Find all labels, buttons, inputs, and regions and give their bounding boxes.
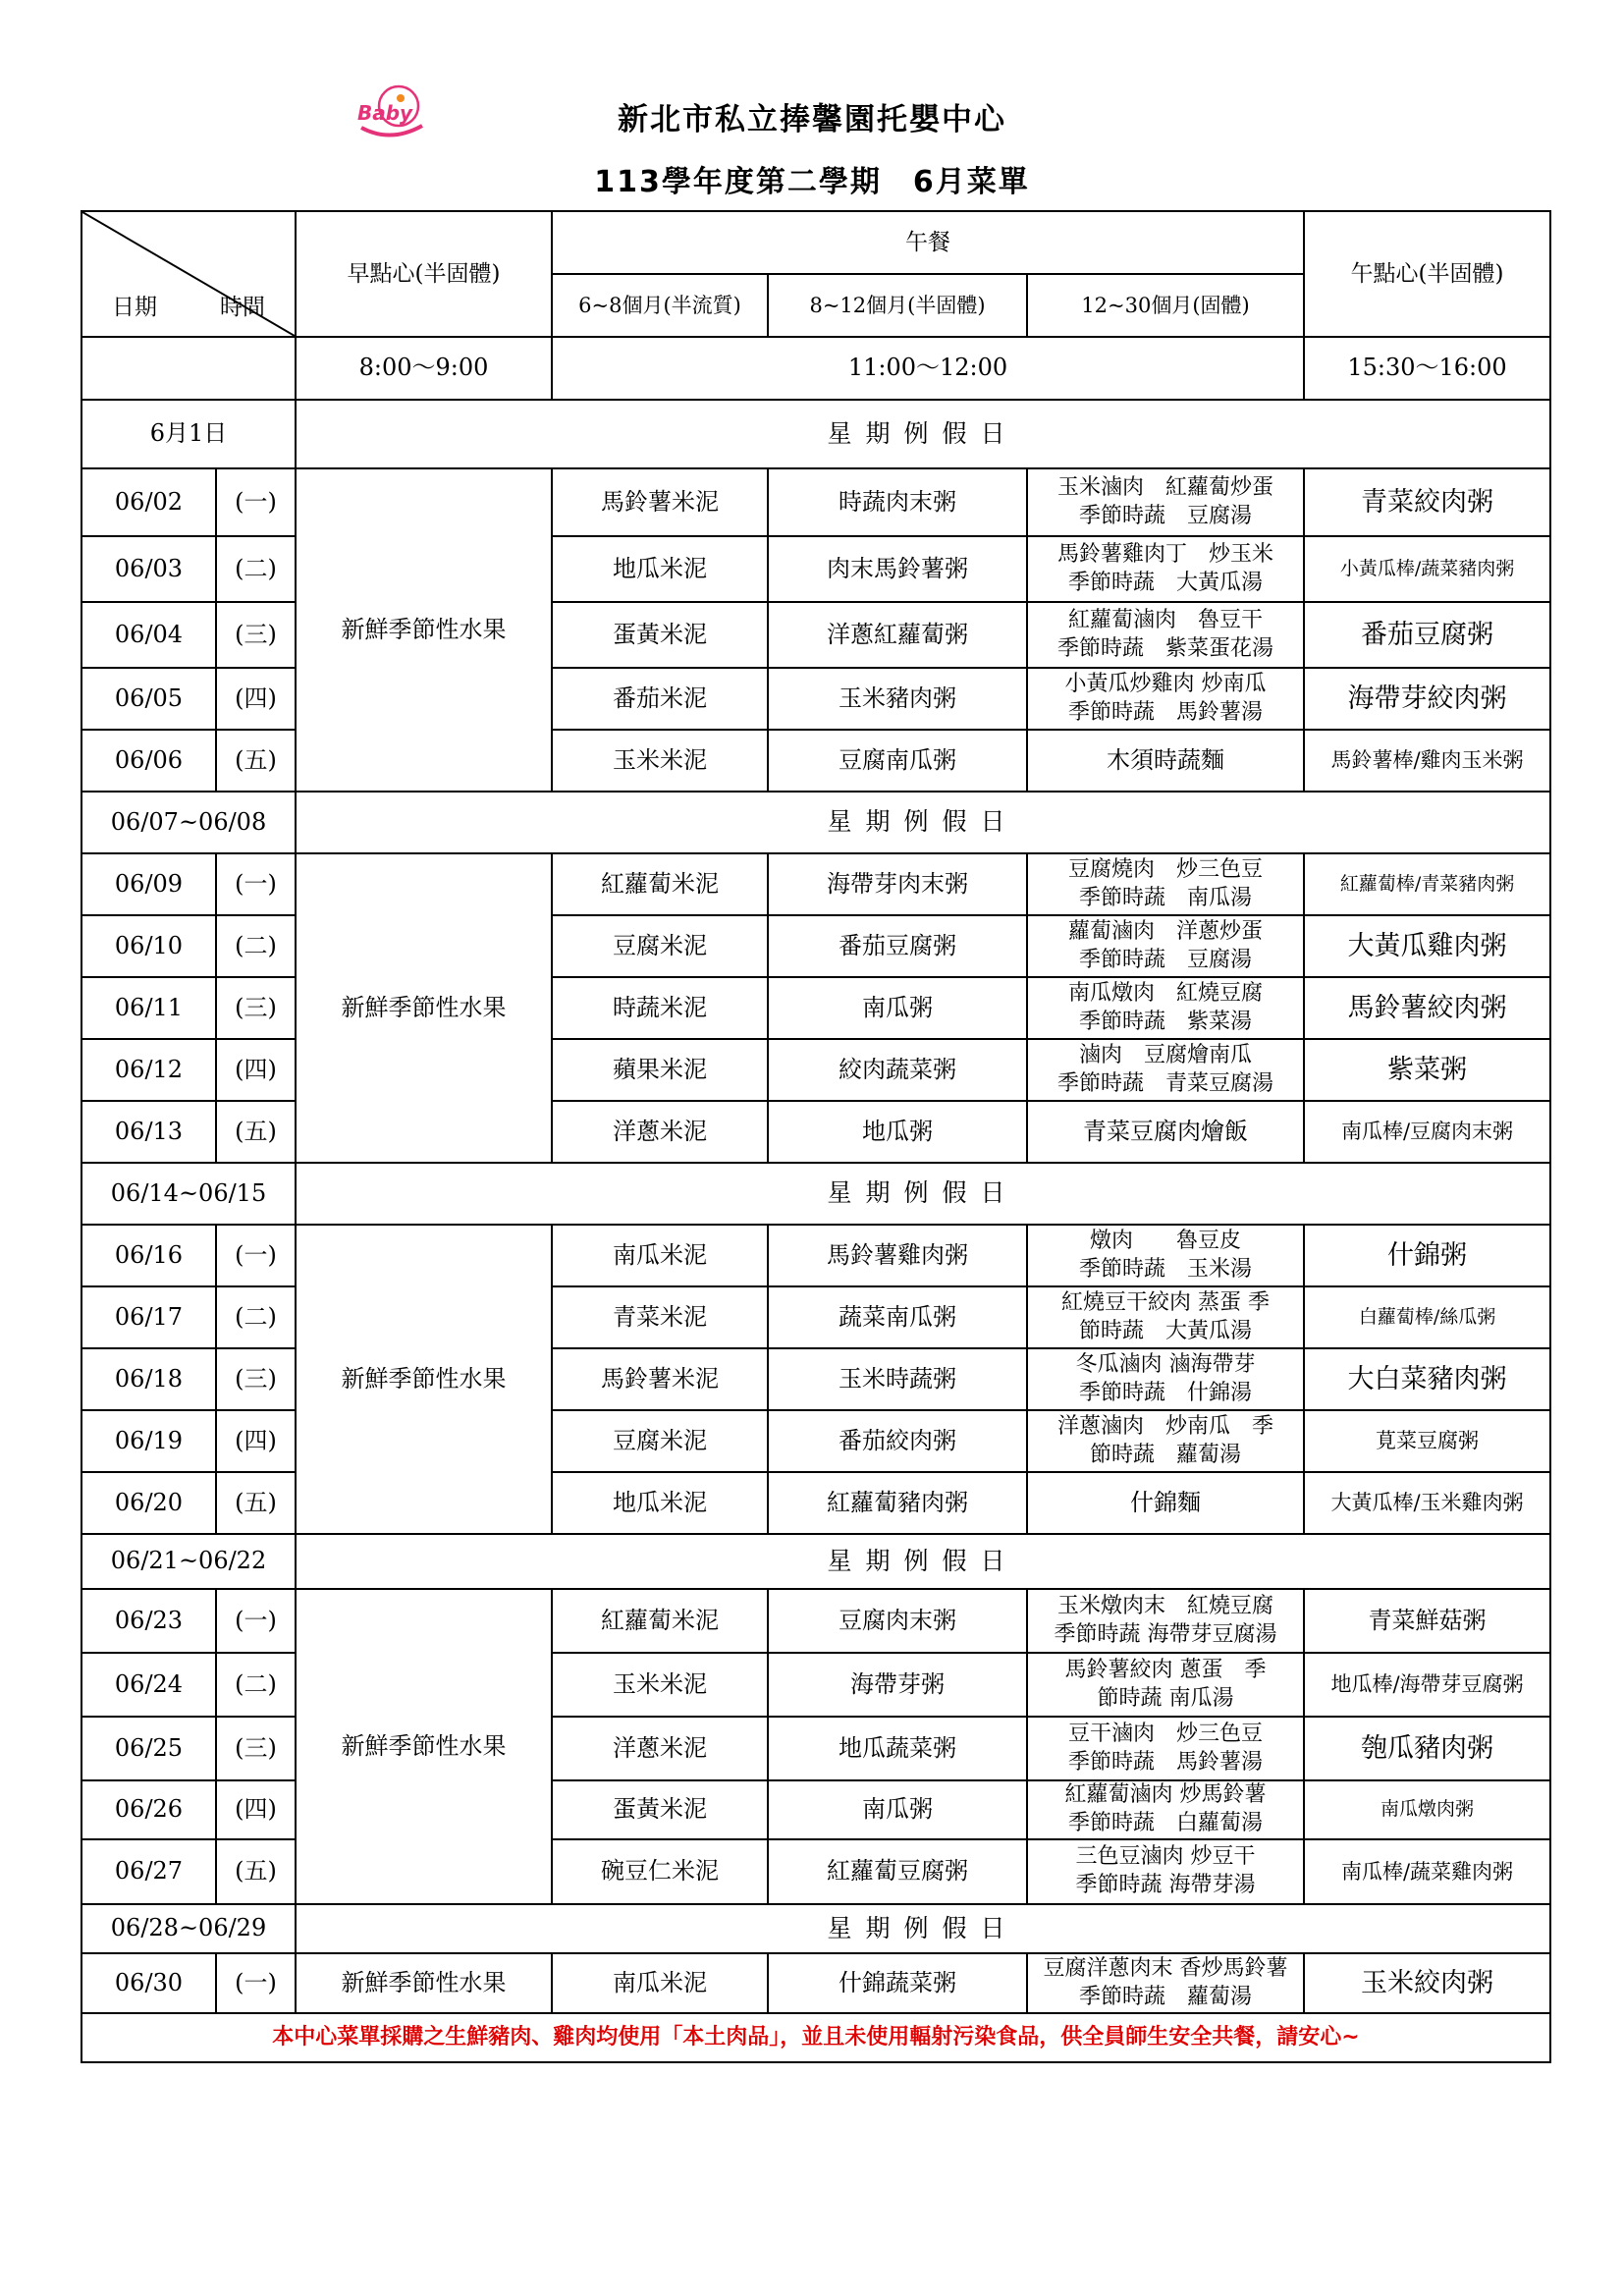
afternoon-snack: 南瓜燉肉粥 (1304, 1780, 1550, 1839)
afternoon-snack: 莧菜豆腐粥 (1304, 1410, 1550, 1472)
lunch-8-12: 玉米豬肉粥 (768, 668, 1027, 730)
lunch-8-12: 紅蘿蔔豆腐粥 (768, 1839, 1027, 1904)
row-date: 06/27 (81, 1839, 216, 1904)
holiday-row (81, 1904, 1550, 1953)
holiday-date: 06/21~06/22 (81, 1534, 296, 1589)
lunch-6-8: 番茄米泥 (552, 668, 768, 730)
lunch-6-8: 馬鈴薯米泥 (552, 1348, 768, 1410)
lunch-6-8: 碗豆仁米泥 (552, 1839, 768, 1904)
lunch-8-12: 肉末馬鈴薯粥 (768, 536, 1027, 602)
lunch-8-12: 南瓜粥 (768, 1780, 1027, 1839)
row-weekday: (三) (216, 1717, 296, 1780)
lunch-6-8: 青菜米泥 (552, 1286, 768, 1348)
date-header: 日期 (112, 295, 157, 320)
afternoon-time: 15:30～16:00 (1304, 337, 1550, 400)
row-date: 06/30 (81, 1953, 216, 2013)
lunch-6-8-header: 6~8個月(半流質) (552, 274, 768, 337)
row-weekday: (五) (216, 1101, 296, 1163)
time-header: 時間 (220, 295, 265, 320)
afternoon-snack: 海帶芽絞肉粥 (1304, 668, 1550, 730)
row-date: 06/12 (81, 1039, 216, 1101)
row-weekday: (二) (216, 536, 296, 602)
lunch-6-8: 紅蘿蔔米泥 (552, 853, 768, 915)
row-date: 06/17 (81, 1286, 216, 1348)
lunch-8-12: 海帶芽肉末粥 (768, 853, 1027, 915)
afternoon-snack: 玉米絞肉粥 (1304, 1953, 1550, 2013)
lunch-8-12: 地瓜蔬菜粥 (768, 1717, 1027, 1780)
lunch-8-12: 番茄豆腐粥 (768, 915, 1027, 977)
holiday-date: 06/14~06/15 (81, 1163, 296, 1225)
afternoon-snack: 南瓜棒/豆腐肉末粥 (1304, 1101, 1550, 1163)
row-date: 06/25 (81, 1717, 216, 1780)
lunch-8-12: 紅蘿蔔豬肉粥 (768, 1472, 1027, 1534)
page-subtitle: 113學年度第二學期 6月菜單 (594, 165, 1030, 199)
table-row (81, 853, 1550, 915)
row-weekday: (四) (216, 1410, 296, 1472)
row-weekday: (二) (216, 1653, 296, 1717)
afternoon-snack: 馬鈴薯絞肉粥 (1304, 977, 1550, 1039)
lunch-12-30: 冬瓜滷肉 滷海帶芽 季節時蔬 什錦湯 (1027, 1348, 1304, 1410)
afternoon-snack: 青菜鮮菇粥 (1304, 1589, 1550, 1653)
lunch-header: 午餐 (552, 211, 1304, 274)
lunch-12-30: 三色豆滷肉 炒豆干 季節時蔬 海帶芽湯 (1027, 1839, 1304, 1904)
lunch-12-30: 馬鈴薯雞肉丁 炒玉米 季節時蔬 大黃瓜湯 (1027, 536, 1304, 602)
lunch-12-30: 紅蘿蔔滷肉 炒馬鈴薯 季節時蔬 白蘿蔔湯 (1027, 1780, 1304, 1839)
lunch-6-8: 地瓜米泥 (552, 536, 768, 602)
lunch-8-12: 豆腐南瓜粥 (768, 730, 1027, 792)
row-weekday: (一) (216, 1589, 296, 1653)
afternoon-snack: 大黃瓜棒/玉米雞肉粥 (1304, 1472, 1550, 1534)
row-date: 06/03 (81, 536, 216, 602)
lunch-6-8: 地瓜米泥 (552, 1472, 768, 1534)
lunch-12-30: 燉肉 魯豆皮 季節時蔬 玉米湯 (1027, 1225, 1304, 1286)
lunch-8-12: 南瓜粥 (768, 977, 1027, 1039)
lunch-6-8: 洋蔥米泥 (552, 1717, 768, 1780)
logo-text: Baby (357, 101, 413, 125)
holiday-date: 6月1日 (81, 400, 296, 468)
row-weekday: (三) (216, 977, 296, 1039)
table-row (81, 1589, 1550, 1653)
lunch-6-8: 馬鈴薯米泥 (552, 468, 768, 536)
holiday-row (81, 400, 1550, 468)
lunch-12-30: 豆腐燒肉 炒三色豆 季節時蔬 南瓜湯 (1027, 853, 1304, 915)
lunch-6-8: 南瓜米泥 (552, 1225, 768, 1286)
holiday-row (81, 792, 1550, 853)
breakfast-fruit: 新鮮季節性水果 (296, 1225, 552, 1534)
lunch-12-30: 洋蔥滷肉 炒南瓜 季 節時蔬 蘿蔔湯 (1027, 1410, 1304, 1472)
afternoon-snack: 南瓜棒/蔬菜雞肉粥 (1304, 1839, 1550, 1904)
afternoon-snack: 匏瓜豬肉粥 (1304, 1717, 1550, 1780)
lunch-12-30: 紅蘿蔔滷肉 魯豆干 季節時蔬 紫菜蛋花湯 (1027, 602, 1304, 668)
row-date: 06/04 (81, 602, 216, 668)
menu-table (81, 210, 1551, 2063)
lunch-6-8: 玉米米泥 (552, 1653, 768, 1717)
row-date: 06/23 (81, 1589, 216, 1653)
holiday-date: 06/28~06/29 (81, 1904, 296, 1953)
breakfast-fruit: 新鮮季節性水果 (296, 468, 552, 792)
row-weekday: (三) (216, 602, 296, 668)
breakfast-fruit: 新鮮季節性水果 (296, 853, 552, 1163)
holiday-label: 星期例假日 (296, 1904, 1550, 1953)
lunch-time: 11:00～12:00 (552, 337, 1304, 400)
afternoon-header: 午點心(半固體) (1304, 211, 1550, 337)
afternoon-snack: 白蘿蔔棒/絲瓜粥 (1304, 1286, 1550, 1348)
holiday-date: 06/07~06/08 (81, 792, 296, 853)
row-weekday: (五) (216, 730, 296, 792)
row-date: 06/09 (81, 853, 216, 915)
lunch-6-8: 玉米米泥 (552, 730, 768, 792)
lunch-6-8: 豆腐米泥 (552, 915, 768, 977)
breakfast-fruit: 新鮮季節性水果 (296, 1589, 552, 1904)
lunch-8-12: 馬鈴薯雞肉粥 (768, 1225, 1027, 1286)
lunch-6-8: 紅蘿蔔米泥 (552, 1589, 768, 1653)
afternoon-snack: 大白菜豬肉粥 (1304, 1348, 1550, 1410)
lunch-8-12: 番茄絞肉粥 (768, 1410, 1027, 1472)
lunch-12-30: 玉米滷肉 紅蘿蔔炒蛋 季節時蔬 豆腐湯 (1027, 468, 1304, 536)
lunch-8-12: 絞肉蔬菜粥 (768, 1039, 1027, 1101)
row-weekday: (一) (216, 853, 296, 915)
row-weekday: (四) (216, 668, 296, 730)
breakfast-header: 早點心(半固體) (296, 211, 552, 337)
row-date: 06/19 (81, 1410, 216, 1472)
row-weekday: (一) (216, 1225, 296, 1286)
row-date: 06/16 (81, 1225, 216, 1286)
lunch-8-12: 豆腐肉末粥 (768, 1589, 1027, 1653)
lunch-6-8: 蛋黃米泥 (552, 602, 768, 668)
lunch-12-30: 滷肉 豆腐燴南瓜 季節時蔬 青菜豆腐湯 (1027, 1039, 1304, 1101)
lunch-12-30: 馬鈴薯絞肉 蔥蛋 季 節時蔬 南瓜湯 (1027, 1653, 1304, 1717)
breakfast-fruit: 新鮮季節性水果 (296, 1953, 552, 2013)
lunch-8-12: 時蔬肉末粥 (768, 468, 1027, 536)
row-weekday: (三) (216, 1348, 296, 1410)
afternoon-snack: 小黃瓜棒/蔬菜豬肉粥 (1304, 536, 1550, 602)
row-date: 06/11 (81, 977, 216, 1039)
row-weekday: (五) (216, 1472, 296, 1534)
afternoon-snack: 紅蘿蔔棒/青菜豬肉粥 (1304, 853, 1550, 915)
holiday-row (81, 1534, 1550, 1589)
lunch-8-12: 蔬菜南瓜粥 (768, 1286, 1027, 1348)
afternoon-snack: 大黃瓜雞肉粥 (1304, 915, 1550, 977)
afternoon-snack: 青菜絞肉粥 (1304, 468, 1550, 536)
page-title: 新北市私立捧馨園托嬰中心 (618, 102, 1006, 137)
afternoon-snack: 紫菜粥 (1304, 1039, 1550, 1101)
breakfast-time: 8:00～9:00 (296, 337, 552, 400)
lunch-12-30: 南瓜燉肉 紅燒豆腐 季節時蔬 紫菜湯 (1027, 977, 1304, 1039)
row-weekday: (二) (216, 915, 296, 977)
lunch-12-30-header: 12~30個月(固體) (1027, 274, 1304, 337)
holiday-row (81, 1163, 1550, 1225)
row-date: 06/18 (81, 1348, 216, 1410)
time-label-cell (81, 337, 296, 400)
row-date: 06/06 (81, 730, 216, 792)
holiday-label: 星期例假日 (296, 400, 1550, 468)
afternoon-snack: 什錦粥 (1304, 1225, 1550, 1286)
lunch-12-30: 小黃瓜炒雞肉 炒南瓜 季節時蔬 馬鈴薯湯 (1027, 668, 1304, 730)
row-date: 06/24 (81, 1653, 216, 1717)
table-row (81, 1953, 1550, 2013)
lunch-6-8: 南瓜米泥 (552, 1953, 768, 2013)
row-weekday: (四) (216, 1780, 296, 1839)
holiday-label: 星期例假日 (296, 1163, 1550, 1225)
lunch-8-12: 洋蔥紅蘿蔔粥 (768, 602, 1027, 668)
lunch-8-12: 海帶芽粥 (768, 1653, 1027, 1717)
lunch-6-8: 時蔬米泥 (552, 977, 768, 1039)
lunch-6-8: 蛋黃米泥 (552, 1780, 768, 1839)
lunch-12-30: 青菜豆腐肉燴飯 (1027, 1101, 1304, 1163)
row-date: 06/13 (81, 1101, 216, 1163)
table-row (81, 1225, 1550, 1286)
lunch-12-30: 豆干滷肉 炒三色豆 季節時蔬 馬鈴薯湯 (1027, 1717, 1304, 1780)
lunch-8-12: 地瓜粥 (768, 1101, 1027, 1163)
afternoon-snack: 番茄豆腐粥 (1304, 602, 1550, 668)
footer-note: 本中心菜單採購之生鮮豬肉、雞肉均使用「本土肉品」，並且未使用輻射污染食品，供全員師生安全共餐，請安心~ (81, 2013, 1550, 2062)
lunch-8-12: 玉米時蔬粥 (768, 1348, 1027, 1410)
holiday-label: 星期例假日 (296, 1534, 1550, 1589)
lunch-12-30: 什錦麵 (1027, 1472, 1304, 1534)
afternoon-snack: 馬鈴薯棒/雞肉玉米粥 (1304, 730, 1550, 792)
lunch-8-12: 什錦蔬菜粥 (768, 1953, 1027, 2013)
row-weekday: (一) (216, 1953, 296, 2013)
row-weekday: (四) (216, 1039, 296, 1101)
lunch-12-30: 蘿蔔滷肉 洋蔥炒蛋 季節時蔬 豆腐湯 (1027, 915, 1304, 977)
row-date: 06/26 (81, 1780, 216, 1839)
row-date: 06/20 (81, 1472, 216, 1534)
lunch-12-30: 玉米燉肉末 紅燒豆腐 季節時蔬 海帶芽豆腐湯 (1027, 1589, 1304, 1653)
row-weekday: (二) (216, 1286, 296, 1348)
row-date: 06/10 (81, 915, 216, 977)
table-row (81, 468, 1550, 536)
lunch-12-30: 豆腐洋蔥肉末 香炒馬鈴薯 季節時蔬 蘿蔔湯 (1027, 1953, 1304, 2013)
lunch-8-12-header: 8~12個月(半固體) (768, 274, 1027, 337)
afternoon-snack: 地瓜棒/海帶芽豆腐粥 (1304, 1653, 1550, 1717)
row-date: 06/05 (81, 668, 216, 730)
holiday-label: 星期例假日 (296, 792, 1550, 853)
lunch-12-30: 紅燒豆干絞肉 蒸蛋 季 節時蔬 大黃瓜湯 (1027, 1286, 1304, 1348)
lunch-6-8: 蘋果米泥 (552, 1039, 768, 1101)
lunch-12-30: 木須時蔬麵 (1027, 730, 1304, 792)
lunch-6-8: 豆腐米泥 (552, 1410, 768, 1472)
date-time-header (81, 211, 296, 337)
row-weekday: (五) (216, 1839, 296, 1904)
row-weekday: (一) (216, 468, 296, 536)
lunch-6-8: 洋蔥米泥 (552, 1101, 768, 1163)
row-date: 06/02 (81, 468, 216, 536)
